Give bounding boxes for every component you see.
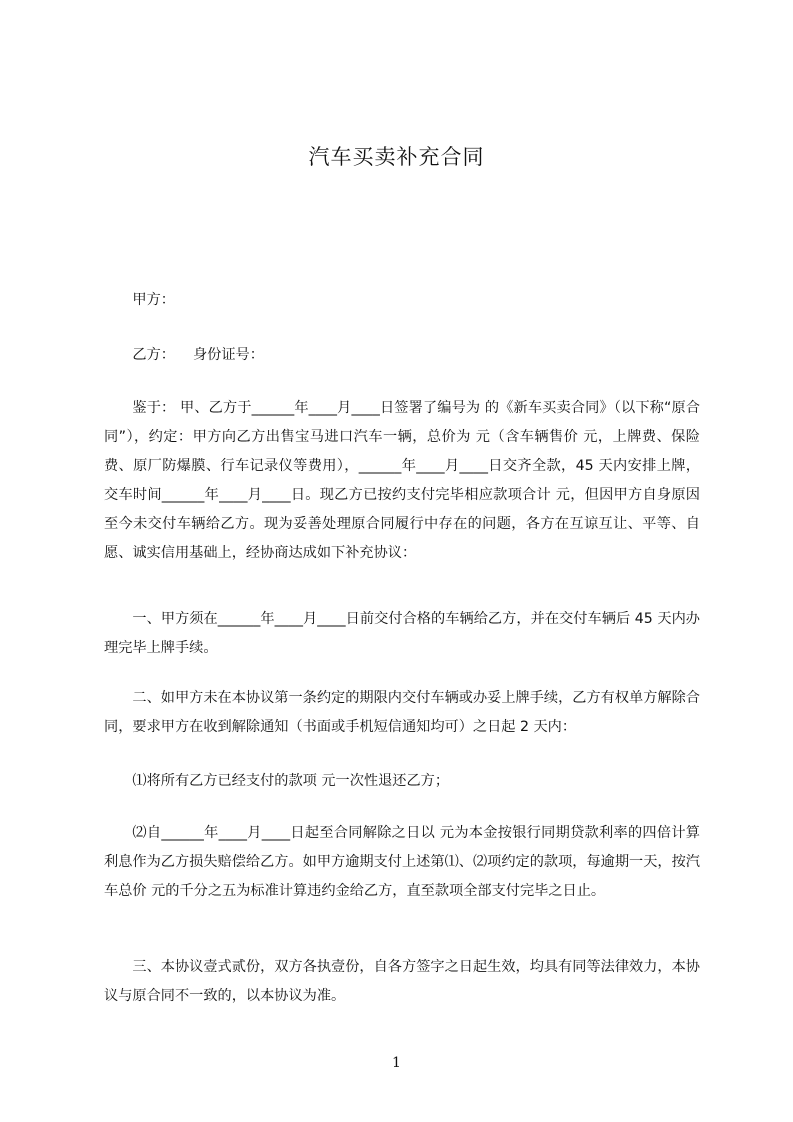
page-number: 1: [392, 1055, 401, 1071]
party-a-label: 甲方：: [132, 292, 175, 308]
clause-2-paragraph: 二、如甲方未在本协议第一条约定的期限内交付车辆或办妥上牌手续，乙方有权单方解除合同，要求甲方在收到解除通知（书面或手机短信通知均可）之日起 2 天内：: [104, 690, 700, 735]
clause-3-paragraph: 三、本协议壹式贰份，双方各执壹份，自各方签字之日起生效，均具有同等法律效力，本协议与原合同不一致的，以本协议为准。: [104, 959, 700, 1004]
preamble-paragraph: 鉴于： 甲、乙方于______年____月____日签署了编号为 的《新车买卖合同》（以下称“原合同”），约定：甲方向乙方出售宝马进口汽车一辆，总价为 元（含车辆售价 元，上牌费、保险费、原厂防爆膜、行车记录仪等费用），______年____月____日交齐全款，45 天内安排上牌，交车时间______年____月____日。现乙方已按约支付完毕相应款项合计 元，但因甲方自身原因至今未交付车辆给乙方。现为妥善处理原合同履行中存在的问题，各方在互谅互让、平等、自愿、诚实信用基础上，经协商达成如下补充协议：: [104, 400, 700, 561]
party-a-line: [104, 286, 700, 315]
clause-2-item-2: ⑵自______年____月____日起至合同解除之日以 元为本金按银行同期贷款利率的四倍计算利息作为乙方损失赔偿给乙方。如甲方逾期支付上述第⑴、⑵项约定的款项，每逾期一天，按汽车总价 元的千分之五为标准计算违约金给乙方，直至款项全部支付完毕之日止。: [104, 825, 700, 899]
clause-2-item-1: ⑴将所有乙方已经支付的款项 元一次性退还乙方；: [132, 773, 450, 789]
clause-1-paragraph: 一、甲方须在______年____月____日前交付合格的车辆给乙方，并在交付车辆后 45 天内办理完毕上牌手续。: [104, 611, 700, 656]
party-b-label: 乙方：: [132, 347, 175, 363]
party-b-id-label: 身份证号：: [192, 347, 264, 363]
party-b-line: [104, 341, 700, 370]
document-title: 汽车买卖补充合同: [308, 145, 485, 169]
